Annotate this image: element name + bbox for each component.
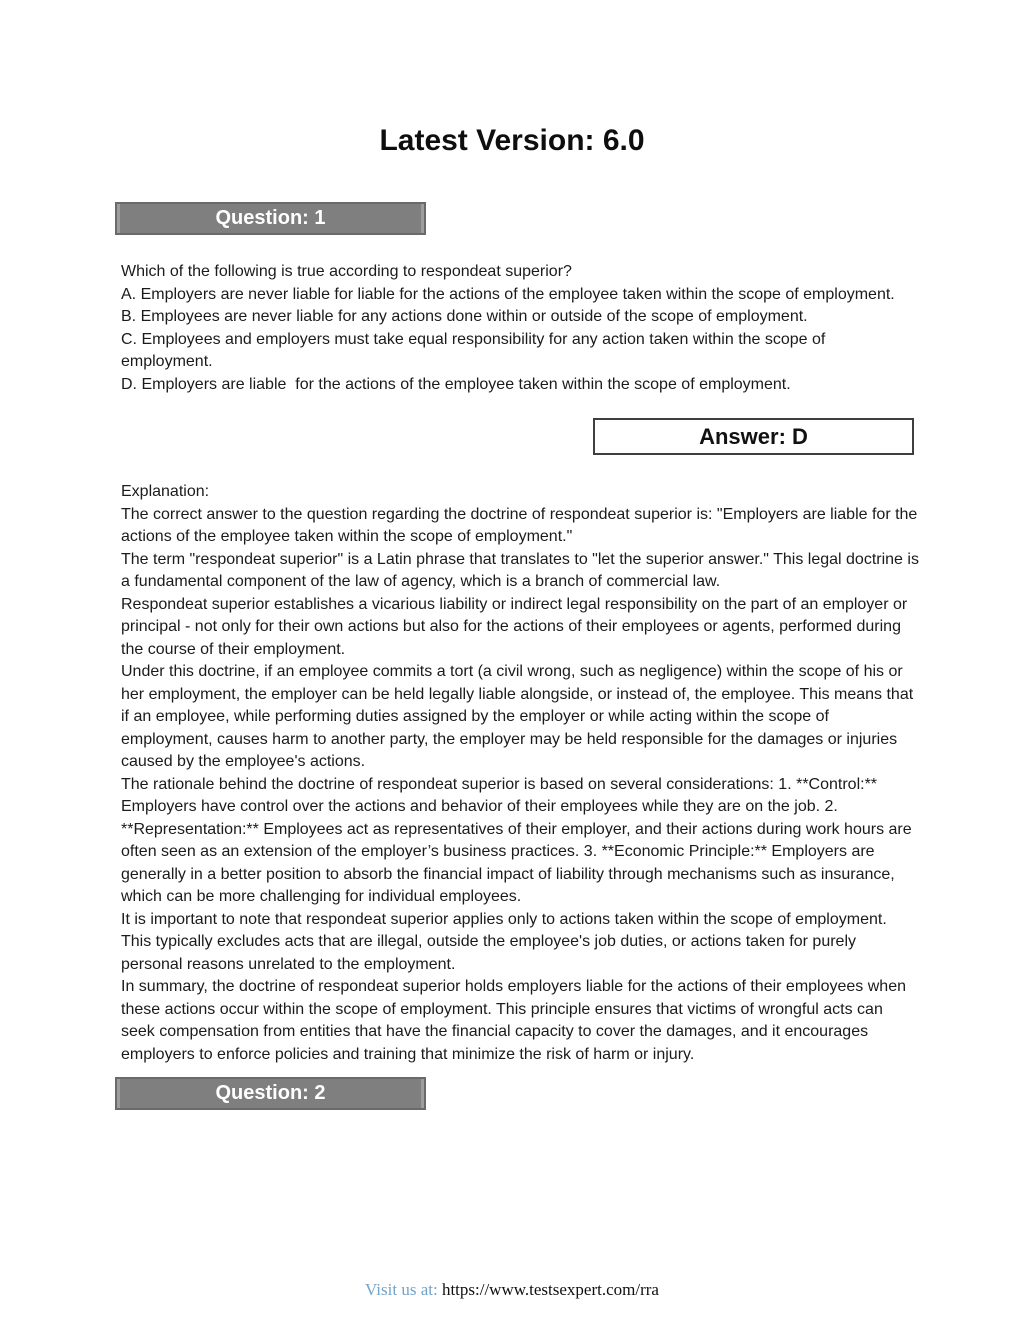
explanation-paragraph: The correct answer to the question regarding the doctrine of respondeat superior is: "Employers are liable for the actions of the employee taken within the scope of employment." xyxy=(121,505,918,545)
answer-box: Answer: D xyxy=(593,418,914,455)
question-1-option-c: C. Employees and employers must take equal responsibility for any action taken within the scope of employment. xyxy=(121,330,830,370)
explanation-heading: Explanation: xyxy=(121,483,210,500)
explanation-paragraph: Under this doctrine, if an employee commits a tort (a civil wrong, such as negligence) within the scope of his or her employment, the employer can be held legally liable alongside, or instead of, the employee. This means that if an employee, while performing duties assigned by the employer or while acting within the scope of employment, causes harm to another party, the employer may be held responsible for the damages or injuries caused by the employee's actions. xyxy=(121,663,914,770)
page-footer xyxy=(0,1279,1024,1301)
question-1-text: Which of the following is true according to respondeat superior? xyxy=(121,263,572,280)
footer-url-link[interactable]: https://www.testsexpert.com/rra xyxy=(441,1280,659,1299)
question-1-banner: Question: 1 xyxy=(115,202,426,235)
explanation-paragraph: The rationale behind the doctrine of respondeat superior is based on several considerations: 1. **Control:** Employers have control over the actions and behavior of their employees while they are on the job. 2. **Representation:** Employees act as representatives of their employer, and their actions during work hours are often seen as an extension of the employer’s business practices. 3. **Economic Principle:** Employers are generally in a better position to absorb the financial impact of liability through mechanisms such as insurance, which can be more challenging for individual employees. xyxy=(121,775,912,905)
question-1-option-d: D. Employers are liable for the actions of the employee taken within the scope of employment. xyxy=(121,375,791,393)
question-1-option-b: B. Employees are never liable for any actions done within or outside of the scope of employment. xyxy=(121,308,808,325)
question-1-option-a: A. Employers are never liable for liable for the actions of the employee taken within the scope of employment. xyxy=(121,285,895,303)
question-1-block xyxy=(121,261,921,396)
page-title: Latest Version: 6.0 xyxy=(379,124,645,157)
explanation-paragraph: It is important to note that respondeat superior applies only to actions taken within the scope of employment. This typically excludes acts that are illegal, outside the employee's job duties, or actions taken for purely personal reasons unrelated to the employment. xyxy=(121,910,887,973)
visit-us-label: Visit us at: xyxy=(365,1280,438,1299)
explanation-paragraph: In summary, the doctrine of respondeat superior holds employers liable for the actions of their employees when these actions occur within the scope of employment. This principle ensures that victims of wrongful acts can seek compensation from entities that have the financial capacity to cover the damages, and it encourages employers to enforce policies and training that minimize the risk of harm or injury. xyxy=(121,978,906,1063)
question-2-banner: Question: 2 xyxy=(115,1077,426,1110)
explanation-block xyxy=(121,481,921,1066)
explanation-paragraph: Respondeat superior establishes a vicarious liability or indirect legal responsibility on the part of an employer or principal - not only for their own actions but also for the actions of their employees or agents, performed during the course of their employment. xyxy=(121,595,908,658)
explanation-paragraph: The term "respondeat superior" is a Latin phrase that translates to "let the superior answer." This legal doctrine is a fundamental component of the law of agency, which is a branch of commercial law. xyxy=(121,550,919,590)
